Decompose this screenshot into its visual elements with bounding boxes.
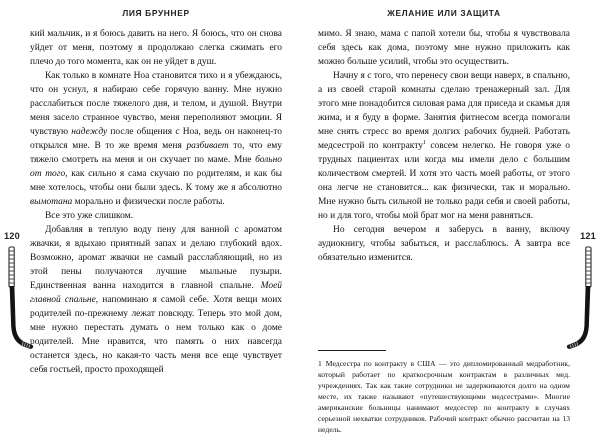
right-page (300, 0, 600, 443)
running-head-right: ЖЕЛАНИЕ ИЛИ ЗАЩИТА (387, 8, 501, 18)
hockey-stick-icon (566, 246, 600, 358)
paragraph (30, 223, 282, 377)
footnote-separator (318, 350, 386, 351)
footnote-number: 1 (318, 359, 322, 368)
emphasis-text: надежду (71, 127, 108, 138)
body-text: Начну я с того, что перенесу свои вещи наверх, в спальню, а из своей старой комнаты сделаю тренажерный зал. Для этого мне понадобится силовая рама для приседа и скамья для жима, и я буду в форме. Занятия фитнесом всегда помогали мне снять стресс во время долгих рабочих будней. Работать медсестрой по контракту (318, 71, 570, 152)
paragraph (318, 69, 570, 223)
emphasis-text: разбивает (186, 141, 229, 152)
footnote-text (318, 358, 570, 435)
footnote-body: Медсестра по контракту в США — это дипломированный медработник, который работает по краткосрочным контрактам в различных мед. учреждениях. Так как такие сотрудники не задерживаются долго на одном месте, их также называют «путешествующими медсестрами». Многие американские больницы нанимают медсестер по контракту в случаях серьезной нехватки сотрудников. Рабочий контракт обычно рассчитан на 13 недель. (318, 359, 570, 434)
body-text: Все это уже слишком. (45, 211, 134, 222)
body-text: Но сегодня вечером я заберусь в ванну, включу аудиокнигу, чтобы забыться, и расслаблюсь. А завтра все обязательно изменится. (318, 225, 570, 264)
emphasis-text: вымотана (30, 197, 73, 208)
running-head-left: ЛИЯ БРУННЕР (122, 8, 190, 18)
body-text: кий мальчик, и я боюсь давить на него. Я боюсь, что он снова уйдет от меня, поэтому я продолжаю слегка сжимать его плечо до того момента, как он не уйдет в душ. (30, 29, 282, 68)
body-text: Как только в комнате Ноа становится тихо и я убеждаюсь, что он уснул, я набираю себе горячую ванну. Мне нужно расслабиться после тяжелого дня, и телом, и душой. Внутри меня засело странное чувство, меня переполняют эмоции. Я чувствую (30, 71, 282, 138)
footnote-block (318, 350, 570, 435)
paragraph (30, 27, 282, 69)
paragraph (318, 223, 570, 265)
hockey-stick-icon (0, 246, 34, 358)
body-text: совсем нелегко. Не говоря уже о трудных пациентах или когда мы имели дело с большим количеством смертей. И хотя это часть моей работы, от этого она легче не становится... как физически, так и морально. Мне нужно быть сильной не только ради себя и своей работы, но и для того, чтобы мой брат мог на меня равняться. (318, 141, 570, 222)
body-text: мимо. Я знаю, мама с папой хотели бы, чтобы я чувствовала себя здесь как дома, поэтому мне нужно приложить как можно больше усилий, чтобы это осуществить. (318, 29, 570, 68)
paragraph (30, 209, 282, 223)
body-text: то, что ему тяжело смотреть на меня и он скучает по маме. Мне (30, 141, 282, 166)
left-page-body (30, 27, 282, 377)
emphasis-text: Моей главной спальне (30, 281, 282, 306)
body-text: , как сильно я сама скучаю по родителям, и как бы мне хотелось, чтобы они были здесь. К тому же я абсолютно (30, 169, 282, 194)
body-text: морально и физически после работы. (72, 197, 225, 208)
body-text: после общения с Ноа, ведь он наконец-то открылся мне. В то же время меня (30, 127, 282, 152)
footnote-reference: 1 (422, 138, 427, 146)
page-number-left: 120 (4, 231, 20, 241)
paragraph (30, 69, 282, 209)
body-text: Добавляя в теплую воду пену для ванной с ароматом жвачки, я вдыхаю приятный запах и делаю глубокий вдох. Возможно, аромат жвачки не самый расслабляющий, но из этой пены получаются лучшие мыльные пузыри. Единственная ванна находится в главной спальне. (30, 225, 282, 292)
right-page-body (318, 27, 570, 265)
emphasis-text: больно от того (30, 155, 282, 180)
body-text: , напоминаю я самой себе. Хотя вещи моих родителей по-прежнему лежат повсюду. Теперь это мой дом, мне нужно перестать думать о нем только как о доме родителей. Мне нравится, что память о них навсегда останется здесь, но какая-то часть меня все еще чувствует себя гостьей, просто проходящей (30, 295, 282, 376)
paragraph (318, 27, 570, 69)
page-number-right: 121 (580, 231, 596, 241)
